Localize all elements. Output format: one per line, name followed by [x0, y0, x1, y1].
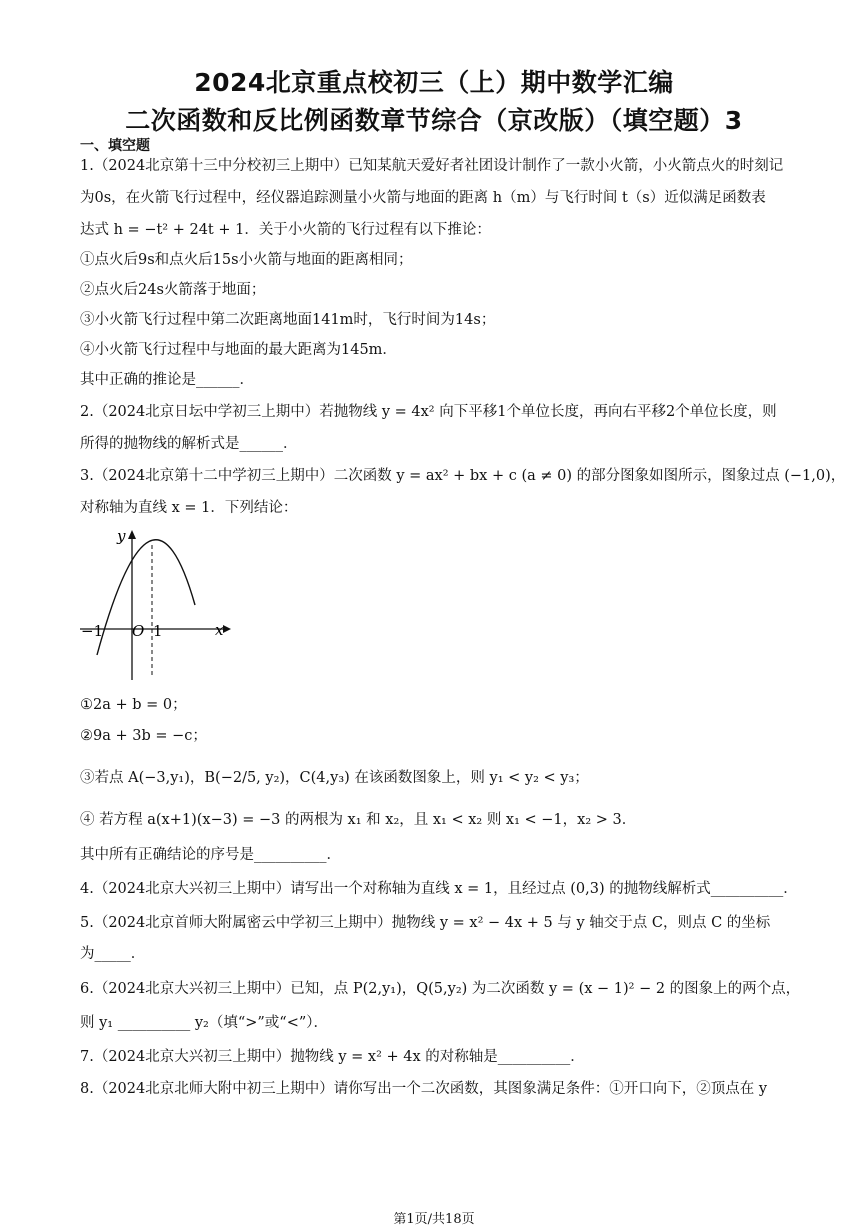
document-title-line1: 2024北京重点校初三（上）期中数学汇编 [194, 68, 674, 97]
text-line: 8.（2024北京北师大附中初三上期中）请你写出一个二次函数，其图象满足条件：①开口向下，②顶点在 y [80, 1081, 768, 1097]
text-line: ④小火箭飞行过程中与地面的最大距离为145m． [80, 342, 397, 358]
text-line: ②点火后24s火箭落于地面； [80, 282, 266, 298]
text-line: 1.（2024北京第十三中分校初三上期中）已知某航天爱好者社团设计制作了一款小火箭，小火箭点火的时刻记 [80, 158, 784, 174]
y-axis-label: y [117, 527, 126, 545]
y-axis-arrow [128, 530, 136, 539]
origin-label: O [132, 622, 145, 640]
text-line: 对称轴为直线 x = 1．下列结论： [80, 500, 298, 516]
text-line: 为0s，在火箭飞行过程中，经仪器追踪测量小火箭与地面的距离 h（m）与飞行时间 t（s）近似满足函数表 [80, 190, 766, 206]
x-axis-arrow [223, 625, 231, 633]
text-line: 其中正确的推论是______． [80, 372, 254, 388]
tick-label-1: 1 [153, 622, 163, 640]
text-line: 达式 h = −t² + 24t + 1．关于小火箭的飞行过程有以下推论： [80, 222, 491, 238]
text-line: 则 y₁ __________ y₂（填“>”或“<”）． [80, 1015, 329, 1031]
section-heading: 一、填空题 [80, 138, 150, 154]
parabola-curve [97, 540, 195, 655]
text-line: 4.（2024北京大兴初三上期中）请写出一个对称轴为直线 x = 1，且经过点 (0,3) 的抛物线解析式__________． [80, 881, 798, 897]
text-line: 2.（2024北京日坛中学初三上期中）若抛物线 y = 4x² 向下平移1个单位长度，再向右平移2个单位长度，则 [80, 404, 777, 420]
conclusion-line: ④ 若方程 a(x+1)(x−3) = −3 的两根为 x₁ 和 x₂，且 x₁ < x₂ 则 x₁ < −1，x₂ > 3． [80, 812, 637, 828]
text-line: ③小火箭飞行过程中第二次距离地面141m时，飞行时间为14s； [80, 312, 496, 328]
text-line: 3.（2024北京第十二中学初三上期中）二次函数 y = ax² + bx + c (a ≠ 0) 的部分图象如图所示，图象过点 (−1,0)， [80, 468, 846, 484]
text-line: 为_____． [80, 946, 146, 962]
text-line: 6.（2024北京大兴初三上期中）已知，点 P(2,y₁)，Q(5,y₂) 为二次函数 y = (x − 1)² − 2 的图象上的两个点， [80, 981, 801, 997]
conclusion-line: ①2a + b = 0； [80, 697, 187, 713]
x-axis-label: x [215, 621, 224, 639]
conclusion-line: ②9a + 3b = −c； [80, 728, 207, 744]
tick-label-neg1: −1 [81, 622, 104, 640]
conclusion-line: ③若点 A(−3,y₁)，B(−2/5, y₂)，C(4,y₃) 在该函数图象上，则 y₁ < y₂ < y₃； [80, 770, 589, 786]
text-line: 所得的抛物线的解析式是______． [80, 436, 298, 452]
parabola-graph [75, 525, 235, 685]
text-line: 5.（2024北京首师大附属密云中学初三上期中）抛物线 y = x² − 4x + 5 与 y 轴交于点 C，则点 C 的坐标 [80, 915, 771, 931]
text-line: 其中所有正确结论的序号是__________． [80, 847, 341, 863]
document-title-line2: 二次函数和反比例函数章节综合（京改版）（填空题）3 [125, 106, 743, 135]
text-line: ①点火后9s和点火后15s小火箭与地面的距离相同； [80, 252, 413, 268]
page-footer: 第1页/共18页 [393, 1212, 475, 1227]
text-line: 7.（2024北京大兴初三上期中）抛物线 y = x² + 4x 的对称轴是__________． [80, 1049, 585, 1065]
